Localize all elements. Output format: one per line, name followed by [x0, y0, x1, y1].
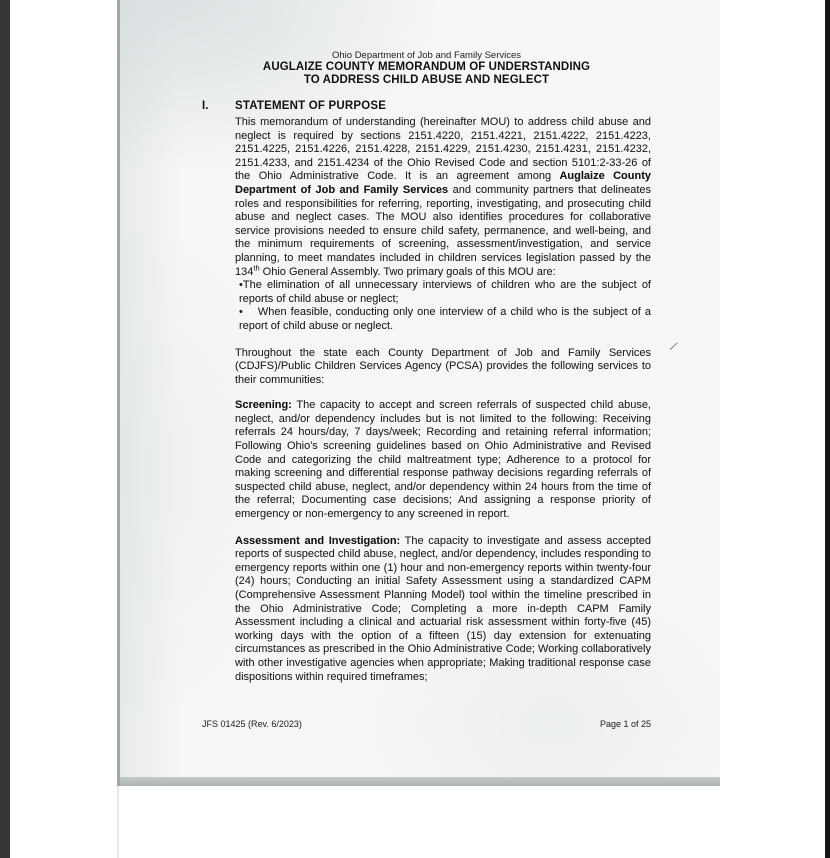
document-body	[235, 116, 651, 684]
assessment-paragraph	[235, 535, 651, 685]
document-header	[202, 50, 651, 86]
assessment-text: The capacity to investigate and assess accepted reports of suspected child abuse, neglect, and/or dependency, includes responding to emergency reports within one (1) hour and non-emergency reports within twenty-four (24) hours; Conducting an initial Safety Assessment using a standardized CAPM (Comprehensive Assessment Planning Model) tool within the timeline prescribed in the Ohio Administrative Code; Completing a more in-depth CAPM Family Assessment including a clinical and actuarial risk assessment within forty-five (45) working days with the option of a fifteen (15) day extension for extenuating circumstances as prescribed in the Ohio Administrative Code; Working collaboratively with other investigative agencies when appropriate; Making traditional response case dispositions within required timeframes;	[235, 534, 651, 683]
bullet-2-text: When feasible, conducting only one interview of a child who is the subject of a report of child abuse or neglect.	[239, 306, 651, 332]
purpose-text-intro: This memorandum of understanding (hereinafter MOU) to address child abuse and neglect is required by sections 2151.4220, 2151.4221, 2151.4222, 2151.4223, 2151.4225, 2151.4226, 2151.4228, 2151.4229, 2151.4230, 2151.4231, 2151.4232, 2151.4233, and 2151.4234 of the Ohio Revised Code and section 5101:2-33-26 of the Ohio Administrative Code. It is an agreement among	[235, 116, 651, 183]
scanned-document-page	[117, 0, 720, 786]
purpose-paragraph	[235, 116, 651, 279]
assessment-label: Assessment and Investigation:	[235, 534, 401, 547]
scan-artifact-mark: ⁄	[672, 340, 676, 354]
department-line: Ohio Department of Job and Family Services	[331, 50, 522, 61]
goal-bullet-1	[235, 279, 651, 306]
throughout-paragraph: Throughout the state each County Department of Job and Family Services (CDJFS)/Public Children Services Agency (PCSA) provides the following services to their communities:	[235, 346, 651, 386]
purpose-text-after-agency: and community partners that delineates roles and responsibilities for referring, reporting, investigating, and prosecuting child abuse and neglect cases. The MOU also identifies procedures for collaborative service provisions needed to ensure child safety, permanence, and well-being, and the minimum requirements of screening, assessment/investigation, and service planning, to meet mandates included in children services legislation passed by the 134	[235, 183, 651, 278]
screening-text: The capacity to accept and screen referrals of suspected child abuse, neglect, and/or dependency includes but is not limited to the following: Receiving referrals 24 hours/day, 7 days/week; Recording and retaining referral information; Following Ohio's screening guidelines based on Ohio Administrative and Revised Code and categorizing the child maltreatment type; Adherence to a protocol for making screening and differential response pathway decisions regarding referrals of suspected child abuse, neglect, and/or dependency within 24 hours from the time of the referral; Documenting case decisions; And assigning a response priority of emergency or non-emergency to any screened in report.	[235, 399, 651, 521]
purpose-text-tail: Ohio General Assembly. Two primary goals of this MOU are:	[259, 265, 556, 278]
right-edge-bar	[825, 0, 830, 858]
agency-name-bold: Auglaize County Department of Job and Family Services	[235, 170, 651, 196]
goal-bullet-2	[235, 306, 651, 333]
scan-edge-line	[117, 786, 119, 858]
section-numeral: I.	[202, 100, 209, 112]
document-title-line1: AUGLAIZE COUNTY MEMORANDUM OF UNDERSTANDING	[262, 61, 591, 73]
bullet-icon: •	[239, 279, 243, 292]
screening-paragraph	[235, 399, 651, 521]
bullet-1-text: The elimination of all unnecessary interviews of children who are the subject of reports of child abuse or neglect;	[239, 279, 651, 305]
page-bottom-shadow	[120, 777, 720, 786]
form-number: JFS 01425 (Rev. 6/2023)	[202, 719, 302, 729]
ordinal-superscript: th	[253, 262, 260, 272]
section-heading: STATEMENT OF PURPOSE	[235, 100, 387, 112]
left-edge-bar	[0, 0, 10, 858]
document-footer	[202, 719, 651, 729]
document-title-line2: TO ADDRESS CHILD ABUSE AND NEGLECT	[303, 73, 550, 86]
bullet-icon: •	[239, 306, 243, 319]
page-number: Page 1 of 25	[599, 719, 651, 729]
screening-label: Screening:	[235, 399, 292, 412]
